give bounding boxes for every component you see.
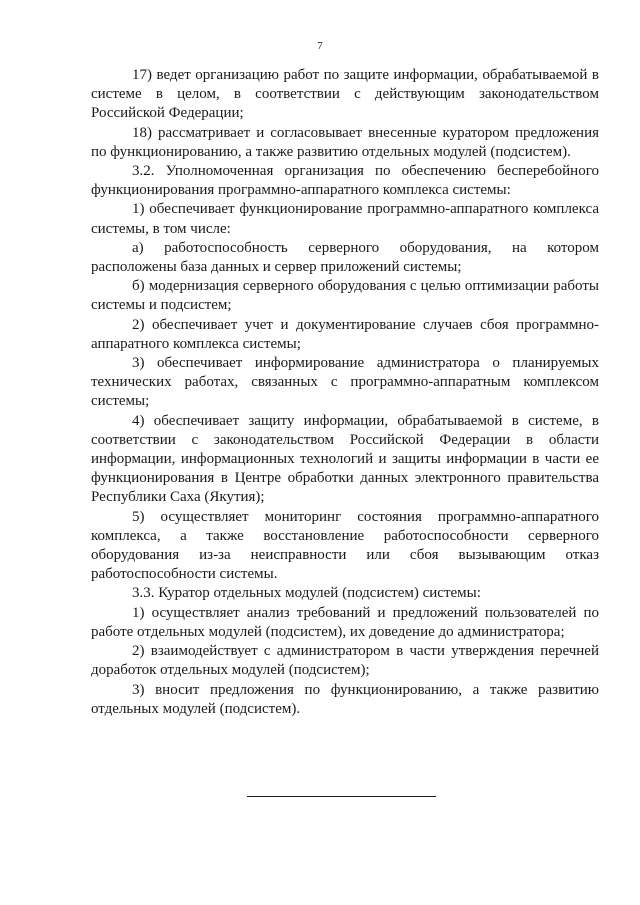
paragraph: 3.2. Уполномоченная организация по обеспечению бесперебойного функционирования программно-аппаратного комплекса системы: [91,163,599,199]
end-divider-line [247,796,436,797]
paragraph: 17) ведет организацию работ по защите информации, обрабатываемой в системе в целом, в соответствии с действующим законодательством Российской Федерации; [91,67,599,122]
paragraph: 2) взаимодействует с администратором в части утверждения перечней доработок отдельных модулей (подсистем); [91,643,599,679]
paragraph: 5) осуществляет мониторинг состояния программно-аппаратного комплекса, а также восстановление работоспособности серверного оборудования из-за неисправности или сбоя вызывающим отказ работоспособности системы. [91,508,599,583]
paragraph: 2) обеспечивает учет и документирование случаев сбоя программно-аппаратного комплекса системы; [91,316,599,352]
paragraph: 3) обеспечивает информирование администратора о планируемых технических работах, связанных с программно-аппаратным комплексом системы; [91,355,599,410]
paragraph: б) модернизация серверного оборудования с целью оптимизации работы системы и подсистем; [91,278,599,314]
paragraph: 4) обеспечивает защиту информации, обрабатываемой в системе, в соответствии с законодательством Российской Федерации в области информации, информационных технологий и защиты информации в части ее функционирования в Центре обработки данных электронного правительства Республики Саха (Якутия); [91,412,599,506]
document-body [91,66,599,719]
paragraph: 1) осуществляет анализ требований и предложений пользователей по работе отдельных модулей (подсистем), их доведение до администратора; [91,604,599,640]
paragraph: 18) рассматривает и согласовывает внесенные куратором предложения по функционированию, а также развитию отдельных модулей (подсистем). [91,124,599,160]
paragraph: 3.3. Куратор отдельных модулей (подсистем) системы: [132,585,481,602]
paragraph: 1) обеспечивает функционирование программно-аппаратного комплекса системы, в том числе: [91,201,599,237]
paragraph: а) работоспособность серверного оборудования, на котором расположены база данных и сервер приложений системы; [91,239,599,276]
page-number: 7 [317,40,323,52]
paragraph: 3) вносит предложения по функционированию, а также развитию отдельных модулей (подсистем). [91,681,599,717]
